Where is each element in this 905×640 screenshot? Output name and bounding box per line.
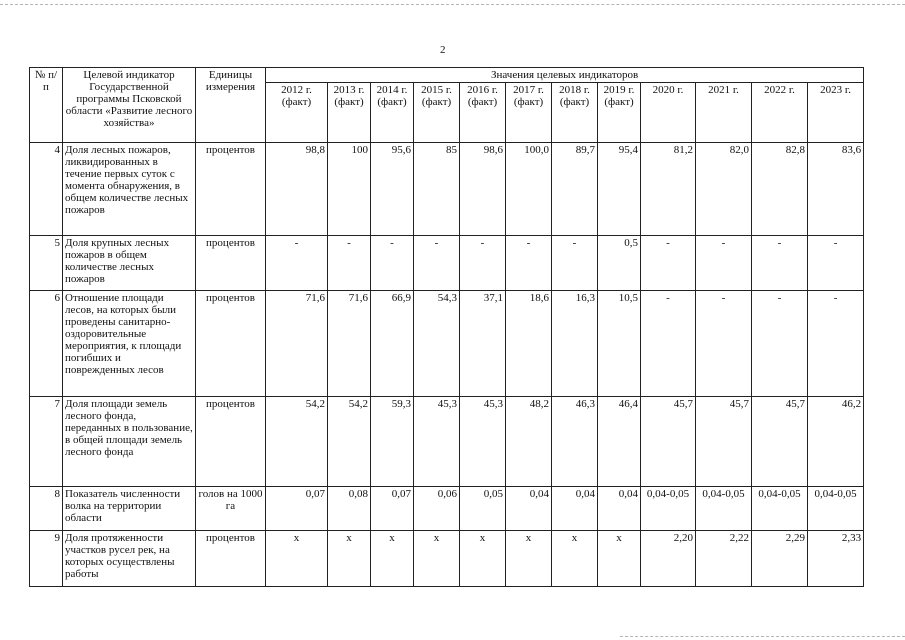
row-value: 98,6 bbox=[460, 143, 506, 236]
row-value: 45,7 bbox=[752, 397, 808, 487]
row-unit: процентов bbox=[196, 143, 266, 236]
row-value: 66,9 bbox=[371, 291, 414, 397]
row-value: 0,04-0,05 bbox=[808, 487, 864, 531]
row-value: 2,20 bbox=[641, 531, 696, 587]
header-year-label: 2017 г. bbox=[513, 84, 544, 96]
page-number: 2 bbox=[440, 44, 446, 56]
header-year-label: 2012 г. bbox=[281, 84, 312, 96]
row-unit: процентов bbox=[196, 397, 266, 487]
row-value: 0,05 bbox=[460, 487, 506, 531]
row-value: 0,08 bbox=[328, 487, 371, 531]
row-value: 100 bbox=[328, 143, 371, 236]
header-year-label: 2013 г. bbox=[333, 84, 365, 96]
row-value: х bbox=[266, 531, 328, 587]
header-year-note: (факт) bbox=[467, 96, 498, 108]
row-value: - bbox=[752, 291, 808, 397]
row-value: - bbox=[808, 236, 864, 291]
row-value: - bbox=[696, 236, 752, 291]
row-value: - bbox=[371, 236, 414, 291]
row-unit: процентов bbox=[196, 291, 266, 397]
row-value: 95,6 bbox=[371, 143, 414, 236]
header-values: Значения целевых индикаторов bbox=[266, 68, 864, 83]
row-value: 45,7 bbox=[641, 397, 696, 487]
row-indicator: Показатель численности волка на территории области bbox=[63, 487, 196, 531]
row-value: 45,7 bbox=[696, 397, 752, 487]
row-number: 5 bbox=[30, 236, 63, 291]
row-value: х bbox=[598, 531, 641, 587]
row-value: - bbox=[552, 236, 598, 291]
table-row bbox=[30, 487, 864, 531]
indicators-table bbox=[29, 67, 864, 587]
row-value: 81,2 bbox=[641, 143, 696, 236]
scan-edge-top bbox=[0, 4, 905, 5]
header-unit: Единицы измерения bbox=[196, 68, 266, 143]
row-number: 8 bbox=[30, 487, 63, 531]
row-value: 82,0 bbox=[696, 143, 752, 236]
row-value: 46,4 bbox=[598, 397, 641, 487]
header-year bbox=[506, 83, 552, 143]
row-value: 100,0 bbox=[506, 143, 552, 236]
row-value: 48,2 bbox=[506, 397, 552, 487]
header-year-label: 2023 г. bbox=[820, 84, 851, 96]
row-value: 98,8 bbox=[266, 143, 328, 236]
row-value: 45,3 bbox=[414, 397, 460, 487]
row-value: - bbox=[752, 236, 808, 291]
row-value: 2,22 bbox=[696, 531, 752, 587]
row-value: 16,3 bbox=[552, 291, 598, 397]
header-year bbox=[808, 83, 864, 143]
header-year-label: 2019 г. bbox=[603, 84, 635, 96]
row-value: 54,2 bbox=[328, 397, 371, 487]
header-year bbox=[328, 83, 371, 143]
header-year bbox=[371, 83, 414, 143]
row-value: х bbox=[460, 531, 506, 587]
row-value: - bbox=[641, 291, 696, 397]
row-value: 54,3 bbox=[414, 291, 460, 397]
row-value: 18,6 bbox=[506, 291, 552, 397]
row-value: 46,3 bbox=[552, 397, 598, 487]
header-year bbox=[552, 83, 598, 143]
row-value: 2,33 bbox=[808, 531, 864, 587]
row-value: 85 bbox=[414, 143, 460, 236]
row-indicator: Доля крупных лесных пожаров в общем количестве лесных пожаров bbox=[63, 236, 196, 291]
row-value: 0,04 bbox=[598, 487, 641, 531]
row-value: 0,07 bbox=[266, 487, 328, 531]
row-value: - bbox=[696, 291, 752, 397]
header-year-label: 2016 г. bbox=[467, 84, 498, 96]
row-number: 7 bbox=[30, 397, 63, 487]
row-value: 59,3 bbox=[371, 397, 414, 487]
header-year-label: 2020 г. bbox=[652, 84, 684, 96]
row-value: 54,2 bbox=[266, 397, 328, 487]
header-year-label: 2014 г. bbox=[376, 84, 408, 96]
table-row bbox=[30, 531, 864, 587]
header-year-label: 2015 г. bbox=[421, 84, 452, 96]
table-row bbox=[30, 397, 864, 487]
header-year bbox=[460, 83, 506, 143]
row-indicator: Доля лесных пожаров, ликвидированных в течение первых суток с момента обнаружения, в общем количестве лесных пожаров bbox=[63, 143, 196, 236]
row-unit: процентов bbox=[196, 236, 266, 291]
header-year bbox=[752, 83, 808, 143]
row-value: - bbox=[328, 236, 371, 291]
row-value: 82,8 bbox=[752, 143, 808, 236]
header-year-note: (факт) bbox=[377, 96, 407, 108]
row-value: 0,04 bbox=[506, 487, 552, 531]
header-year bbox=[266, 83, 328, 143]
row-number: 9 bbox=[30, 531, 63, 587]
header-year-label: 2018 г. bbox=[559, 84, 590, 96]
row-value: - bbox=[266, 236, 328, 291]
row-value: 95,4 bbox=[598, 143, 641, 236]
scan-edge-bottom bbox=[620, 636, 905, 637]
row-value: - bbox=[506, 236, 552, 291]
header-num: № п/п bbox=[30, 68, 63, 143]
row-value: х bbox=[371, 531, 414, 587]
header-year bbox=[598, 83, 641, 143]
row-value: 71,6 bbox=[328, 291, 371, 397]
row-value: х bbox=[552, 531, 598, 587]
row-value: х bbox=[414, 531, 460, 587]
header-indicator: Целевой индикатор Государственной программы Псковской области «Развитие лесного хозяйства» bbox=[63, 68, 196, 143]
table-row bbox=[30, 236, 864, 291]
header-year-note: (факт) bbox=[604, 96, 634, 108]
row-value: 83,6 bbox=[808, 143, 864, 236]
row-value: 0,06 bbox=[414, 487, 460, 531]
header-year-note: (факт) bbox=[281, 96, 312, 108]
header-year-note: (факт) bbox=[513, 96, 544, 108]
row-value: х bbox=[506, 531, 552, 587]
header-year bbox=[641, 83, 696, 143]
row-unit: голов на 1000 га bbox=[196, 487, 266, 531]
row-indicator: Отношение площади лесов, на которых были проведены санитарно-оздоровительные мероприятия, к площади погибших и поврежденных лесов bbox=[63, 291, 196, 397]
row-value: 0,04-0,05 bbox=[641, 487, 696, 531]
row-value: 0,5 bbox=[598, 236, 641, 291]
row-number: 4 bbox=[30, 143, 63, 236]
row-indicator: Доля протяженности участков русел рек, на которых осуществлены работы bbox=[63, 531, 196, 587]
row-value: 45,3 bbox=[460, 397, 506, 487]
row-value: - bbox=[641, 236, 696, 291]
row-value: 0,04-0,05 bbox=[696, 487, 752, 531]
row-value: х bbox=[328, 531, 371, 587]
row-indicator: Доля площади земель лесного фонда, переданных в пользование, в общей площади земель лесного фонда bbox=[63, 397, 196, 487]
table-row bbox=[30, 291, 864, 397]
row-value: 10,5 bbox=[598, 291, 641, 397]
row-value: 37,1 bbox=[460, 291, 506, 397]
row-value: - bbox=[808, 291, 864, 397]
row-value: 46,2 bbox=[808, 397, 864, 487]
header-year bbox=[696, 83, 752, 143]
row-value: 0,04-0,05 bbox=[752, 487, 808, 531]
table-row bbox=[30, 143, 864, 236]
row-value: 71,6 bbox=[266, 291, 328, 397]
row-value: 89,7 bbox=[552, 143, 598, 236]
row-value: 0,04 bbox=[552, 487, 598, 531]
row-value: 0,07 bbox=[371, 487, 414, 531]
row-value: 2,29 bbox=[752, 531, 808, 587]
row-unit: процентов bbox=[196, 531, 266, 587]
header-year-note: (факт) bbox=[559, 96, 590, 108]
header-year-label: 2022 г. bbox=[764, 84, 795, 96]
row-number: 6 bbox=[30, 291, 63, 397]
row-value: - bbox=[414, 236, 460, 291]
header-year-note: (факт) bbox=[421, 96, 452, 108]
row-value: - bbox=[460, 236, 506, 291]
header-year-note: (факт) bbox=[334, 96, 364, 108]
header-year-label: 2021 г. bbox=[708, 84, 739, 96]
header-year bbox=[414, 83, 460, 143]
